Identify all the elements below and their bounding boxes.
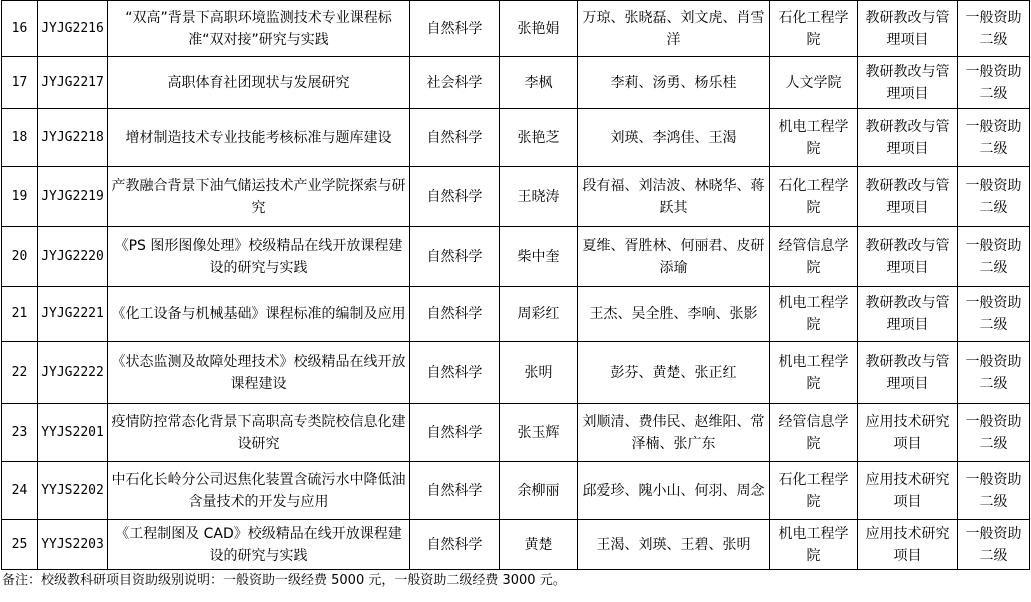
project-leader-cell: 张艳芝	[500, 109, 578, 167]
project-title-cell: 《工程制图及 CAD》校级精品在线开放课程建设的研究与实践	[108, 520, 410, 570]
project-title-cell: 疫情防控常态化背景下高职高专类院校信息化建设研究	[108, 404, 410, 462]
college-cell: 机电工程学院	[770, 109, 858, 167]
discipline-cell: 社会科学	[410, 57, 500, 109]
row-number-cell: 20	[2, 227, 38, 287]
discipline-cell: 自然科学	[410, 404, 500, 462]
team-members-cell: 李莉、汤勇、杨乐桂	[578, 57, 770, 109]
project-leader-cell: 张艳娟	[500, 1, 578, 57]
discipline-cell: 自然科学	[410, 342, 500, 404]
table-row	[2, 1, 1030, 57]
college-cell: 人文学院	[770, 57, 858, 109]
table-row	[2, 57, 1030, 109]
team-members-cell: 段有福、刘洁波、林晓华、蒋跃其	[578, 167, 770, 227]
row-number-cell: 17	[2, 57, 38, 109]
project-leader-cell: 余柳丽	[500, 462, 578, 520]
college-cell: 经管信息学院	[770, 404, 858, 462]
project-type-cell: 应用技术研究项目	[858, 462, 958, 520]
project-type-cell: 教研教改与管理项目	[858, 109, 958, 167]
project-leader-cell: 张玉辉	[500, 404, 578, 462]
discipline-cell: 自然科学	[410, 520, 500, 570]
project-code-cell: JYJG2221	[38, 287, 108, 342]
project-type-cell: 教研教改与管理项目	[858, 167, 958, 227]
project-code-cell: JYJG2222	[38, 342, 108, 404]
funding-level-cell: 一般资助二级	[958, 462, 1030, 520]
footnote: 备注：校级教科研项目资助级别说明：一般资助一级经费 5000 元，一般资助二级经费 3000 元。	[2, 573, 566, 588]
project-type-cell: 应用技术研究项目	[858, 404, 958, 462]
discipline-cell: 自然科学	[410, 167, 500, 227]
project-type-cell: 应用技术研究项目	[858, 520, 958, 570]
table-row	[2, 109, 1030, 167]
row-number-cell: 21	[2, 287, 38, 342]
discipline-cell: 自然科学	[410, 227, 500, 287]
college-cell: 石化工程学院	[770, 462, 858, 520]
row-number-cell: 24	[2, 462, 38, 520]
project-code-cell: YYJS2203	[38, 520, 108, 570]
table-row	[2, 287, 1030, 342]
funding-level-cell: 一般资助二级	[958, 342, 1030, 404]
discipline-cell: 自然科学	[410, 462, 500, 520]
project-title-cell: 《化工设备与机械基础》课程标准的编制及应用	[108, 287, 410, 342]
table-row	[2, 342, 1030, 404]
project-leader-cell: 黄楚	[500, 520, 578, 570]
table-body	[2, 1, 1030, 570]
funding-level-cell: 一般资助二级	[958, 57, 1030, 109]
row-number-cell: 22	[2, 342, 38, 404]
project-leader-cell: 王晓涛	[500, 167, 578, 227]
team-members-cell: 万琼、张晓磊、刘文虎、肖雪洋	[578, 1, 770, 57]
college-cell: 机电工程学院	[770, 342, 858, 404]
funding-level-cell: 一般资助二级	[958, 287, 1030, 342]
project-code-cell: JYJG2219	[38, 167, 108, 227]
project-leader-cell: 李枫	[500, 57, 578, 109]
funding-level-cell: 一般资助二级	[958, 1, 1030, 57]
project-title-cell: 《状态监测及故障处理技术》校级精品在线开放课程建设	[108, 342, 410, 404]
project-code-cell: JYJG2218	[38, 109, 108, 167]
funding-level-cell: 一般资助二级	[958, 520, 1030, 570]
team-members-cell: 王渴、刘瑛、王碧、张明	[578, 520, 770, 570]
project-leader-cell: 张明	[500, 342, 578, 404]
project-type-cell: 教研教改与管理项目	[858, 1, 958, 57]
project-type-cell: 教研教改与管理项目	[858, 342, 958, 404]
project-code-cell: YYJS2202	[38, 462, 108, 520]
team-members-cell: 刘顺清、费伟民、赵维阳、常泽楠、张广东	[578, 404, 770, 462]
college-cell: 石化工程学院	[770, 1, 858, 57]
team-members-cell: 邱爱珍、隗小山、何羽、周念	[578, 462, 770, 520]
project-title-cell: 产教融合背景下油气储运技术产业学院探索与研究	[108, 167, 410, 227]
project-title-cell: 高职体育社团现状与发展研究	[108, 57, 410, 109]
project-title-cell: 中石化长岭分公司迟焦化装置含硫污水中降低油含量技术的开发与应用	[108, 462, 410, 520]
row-number-cell: 18	[2, 109, 38, 167]
team-members-cell: 刘瑛、李鸿佳、王渴	[578, 109, 770, 167]
project-leader-cell: 周彩红	[500, 287, 578, 342]
project-type-cell: 教研教改与管理项目	[858, 287, 958, 342]
team-members-cell: 夏维、胥胜林、何丽君、皮研添瑜	[578, 227, 770, 287]
row-number-cell: 23	[2, 404, 38, 462]
discipline-cell: 自然科学	[410, 109, 500, 167]
table-row	[2, 227, 1030, 287]
discipline-cell: 自然科学	[410, 287, 500, 342]
project-title-cell: 《PS 图形图像处理》校级精品在线开放课程建设的研究与实践	[108, 227, 410, 287]
table-row	[2, 462, 1030, 520]
project-code-cell: JYJG2217	[38, 57, 108, 109]
project-code-cell: YYJS2201	[38, 404, 108, 462]
row-number-cell: 19	[2, 167, 38, 227]
project-title-cell: “双高”背景下高职环境监测技术专业课程标准“双对接”研究与实践	[108, 1, 410, 57]
college-cell: 经管信息学院	[770, 227, 858, 287]
row-number-cell: 16	[2, 1, 38, 57]
funding-level-cell: 一般资助二级	[958, 404, 1030, 462]
row-number-cell: 25	[2, 520, 38, 570]
project-code-cell: JYJG2216	[38, 1, 108, 57]
project-table	[1, 0, 1030, 570]
funding-level-cell: 一般资助二级	[958, 109, 1030, 167]
project-title-cell: 增材制造技术专业技能考核标准与题库建设	[108, 109, 410, 167]
table-row	[2, 167, 1030, 227]
table-row	[2, 404, 1030, 462]
college-cell: 机电工程学院	[770, 287, 858, 342]
discipline-cell: 自然科学	[410, 1, 500, 57]
funding-level-cell: 一般资助二级	[958, 227, 1030, 287]
project-type-cell: 教研教改与管理项目	[858, 227, 958, 287]
college-cell: 机电工程学院	[770, 520, 858, 570]
team-members-cell: 王杰、吴全胜、李响、张影	[578, 287, 770, 342]
college-cell: 石化工程学院	[770, 167, 858, 227]
project-type-cell: 教研教改与管理项目	[858, 57, 958, 109]
table-row	[2, 520, 1030, 570]
team-members-cell: 彭芬、黄楚、张正红	[578, 342, 770, 404]
funding-level-cell: 一般资助二级	[958, 167, 1030, 227]
project-code-cell: JYJG2220	[38, 227, 108, 287]
project-leader-cell: 柴中奎	[500, 227, 578, 287]
